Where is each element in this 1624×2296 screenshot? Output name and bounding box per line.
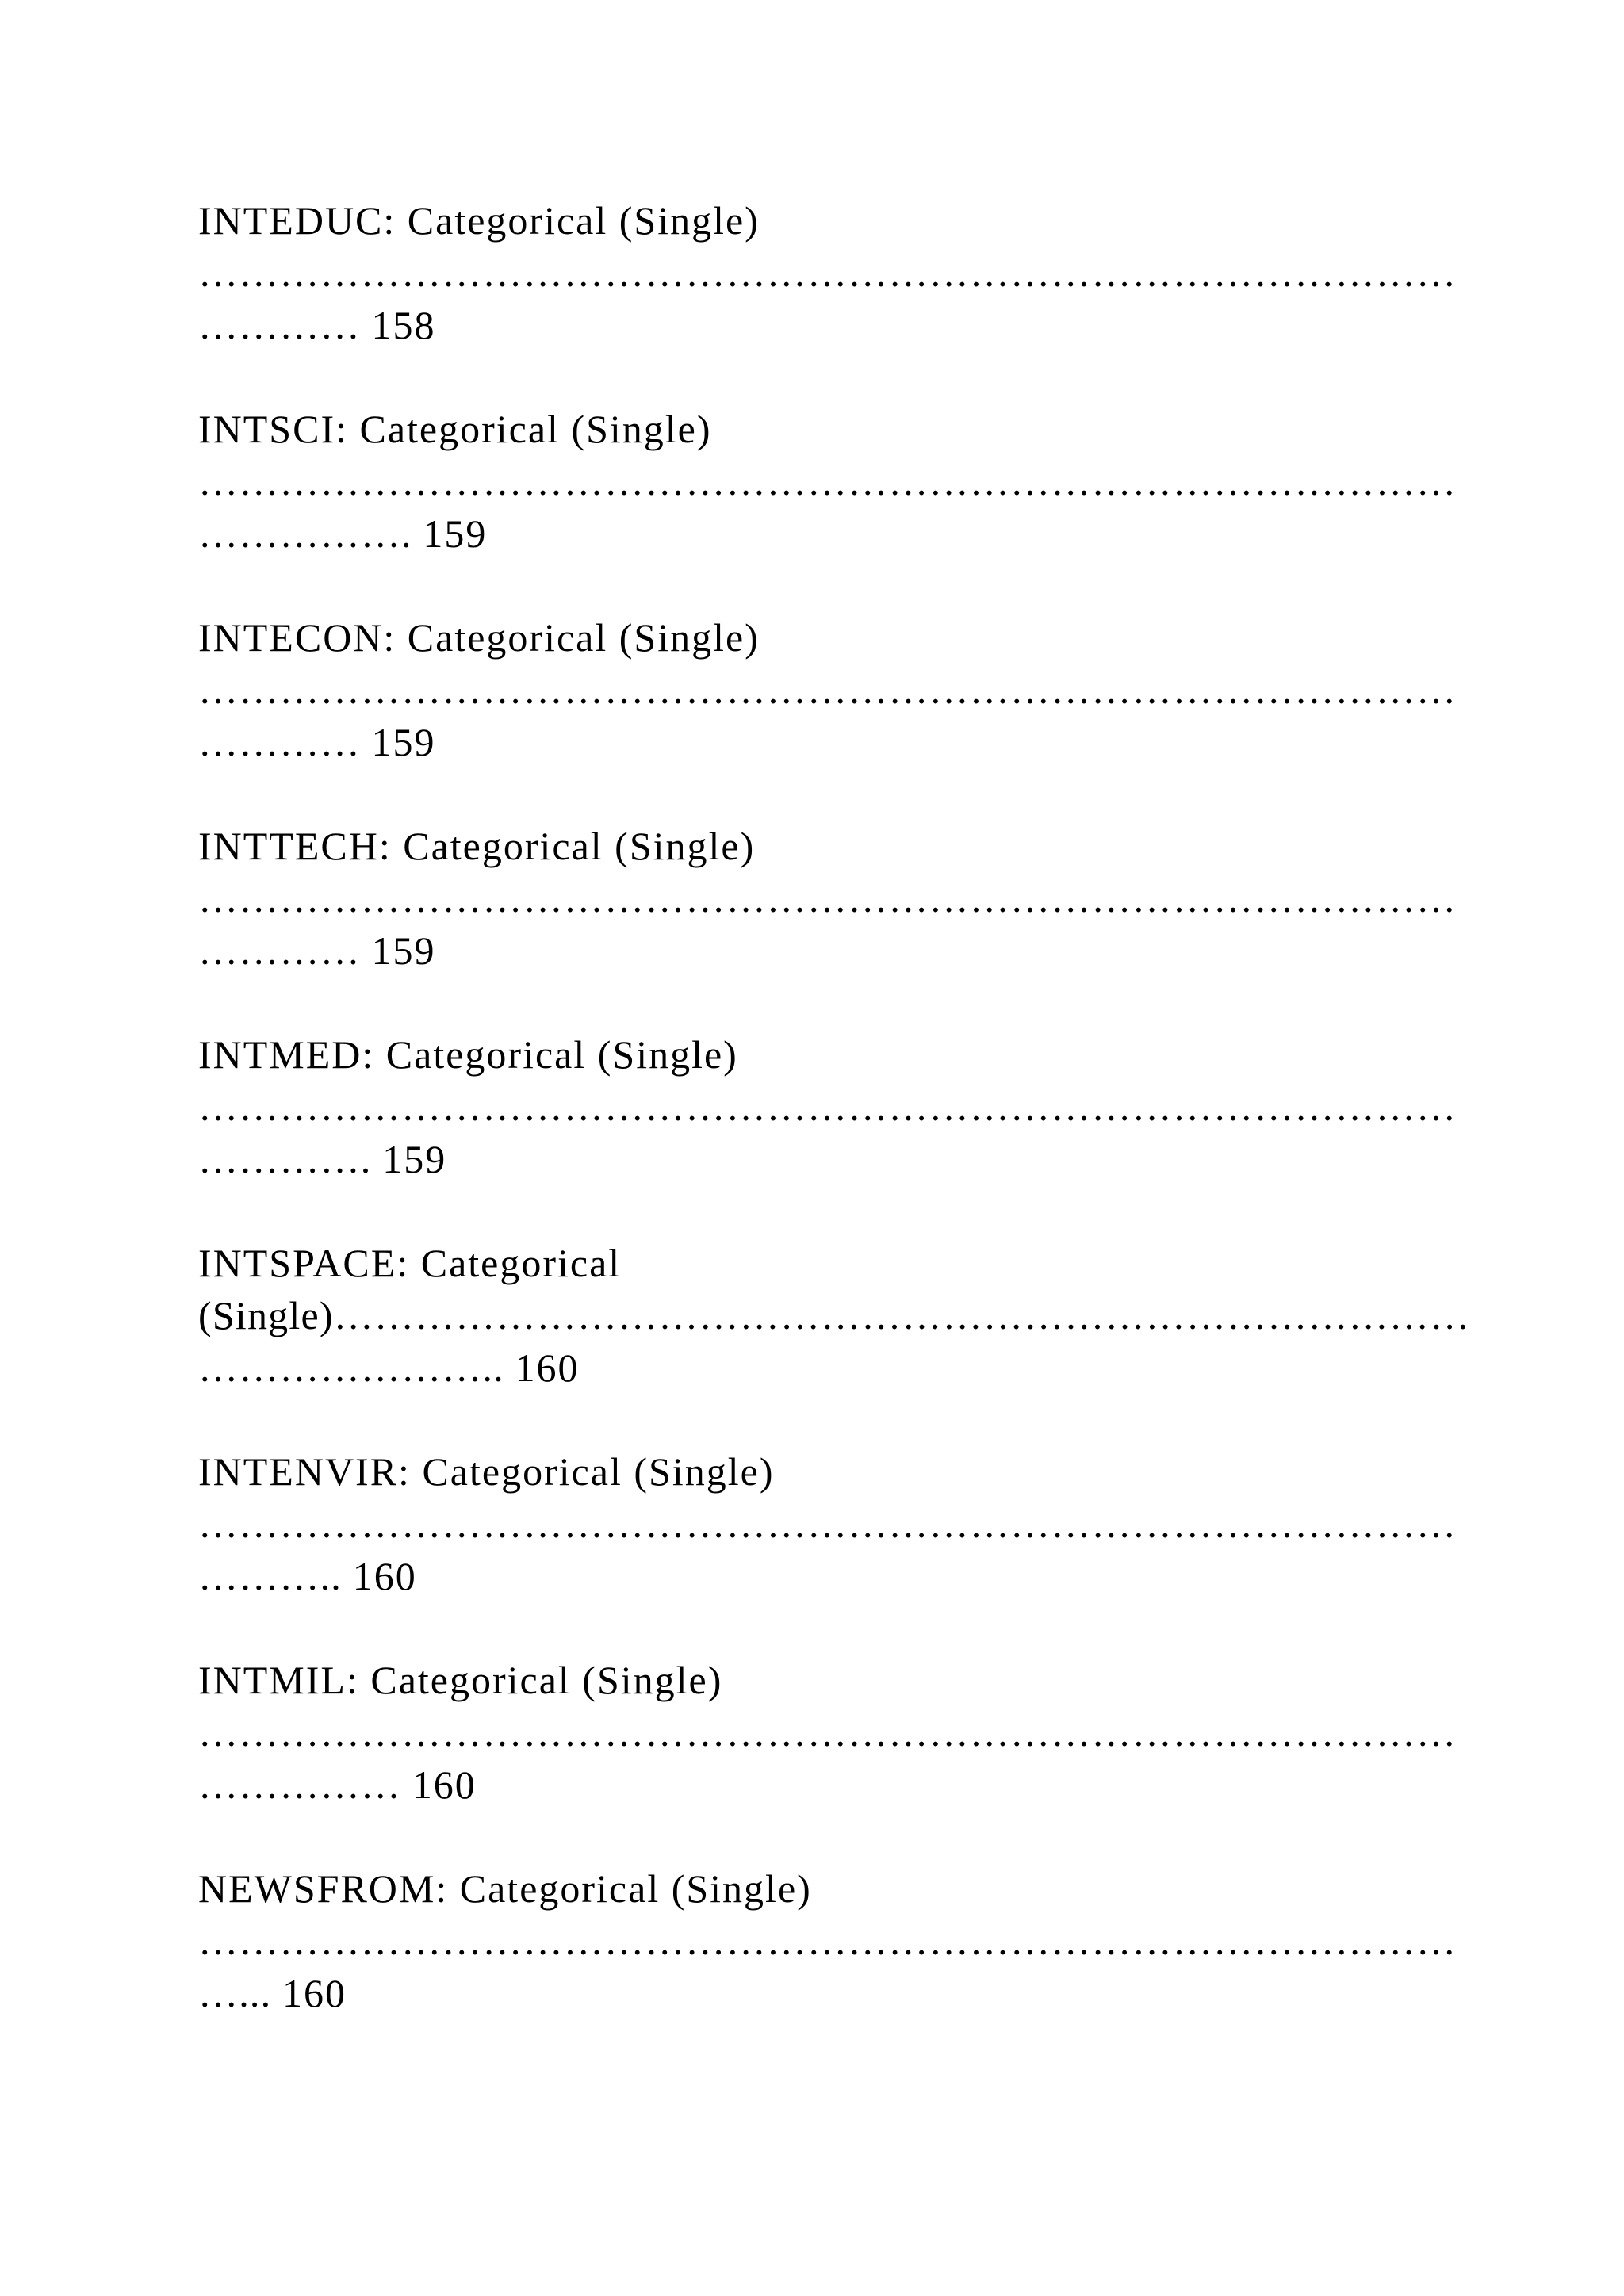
toc-leader-dots: …………………………………………………………………………………: [198, 876, 1457, 920]
toc-leader-dots: …………: [198, 928, 372, 973]
toc-leader-line: [198, 1761, 477, 1808]
toc-leader-dots: …………………………………………………………………………………: [198, 251, 1457, 295]
toc-leader-dots: (Single)…………………………………………………………………………: [198, 1293, 1471, 1337]
toc-leader-dots: …………: [198, 303, 372, 347]
toc-entry-newsfrom[interactable]: [198, 1865, 1457, 2073]
toc-page-number: 160: [282, 1971, 347, 2015]
toc-leader-dots: …………………………………………………………………………………: [198, 459, 1457, 503]
toc-page-number: 160: [412, 1762, 477, 1807]
toc-leader-line: [198, 718, 436, 766]
toc-entry-intmed[interactable]: [198, 1031, 1457, 1239]
toc-entry-label: INTECON: Categorical (Single): [198, 615, 760, 660]
toc-leader-dots: …………….: [198, 511, 423, 556]
toc-leader-dots: …………………………………………………………………………………: [198, 1502, 1457, 1546]
toc-leader-line: [198, 1552, 417, 1600]
toc-entry-label: INTTECH: Categorical (Single): [198, 824, 756, 868]
toc-page-number: 159: [382, 1137, 447, 1181]
toc-leader-dots: ……………: [198, 1762, 412, 1807]
toc-entry-label: INTENVIR: Categorical (Single): [198, 1449, 775, 1494]
toc-leader-line: [198, 1344, 580, 1391]
toc-leader-dots: …………………………………………………………………………………: [198, 1710, 1457, 1755]
toc-entry-intspace[interactable]: [198, 1239, 1471, 1448]
table-of-contents: [198, 197, 1471, 2073]
toc-leader-line: [198, 1969, 347, 2017]
toc-leader-line: [198, 927, 436, 974]
toc-entry-label: INTMIL: Categorical (Single): [198, 1658, 723, 1702]
toc-entry-intenvir[interactable]: [198, 1448, 1457, 1656]
toc-leader-dots: …………………………………………………………………………………: [198, 1085, 1457, 1129]
toc-leader-dots: ………..: [198, 1554, 353, 1598]
toc-entry-inttech[interactable]: [198, 822, 1457, 1031]
toc-entry-label: INTEDUC: Categorical (Single): [198, 198, 760, 243]
toc-leader-dots: …...: [198, 1971, 282, 2015]
toc-leader-dots: …………………………………………………………………………………: [198, 1919, 1457, 1963]
toc-leader-dots: …………………………………………………………………………………: [198, 668, 1457, 712]
toc-entry-label: INTMED: Categorical (Single): [198, 1032, 738, 1077]
toc-entry-label: NEWSFROM: Categorical (Single): [198, 1866, 812, 1911]
toc-page-number: 160: [515, 1345, 580, 1390]
toc-entry-inteduc[interactable]: [198, 197, 1457, 405]
toc-leader-line: [198, 301, 436, 349]
toc-page-number: 160: [352, 1554, 417, 1598]
toc-entry-intsci[interactable]: [198, 405, 1457, 614]
toc-page-number: 159: [423, 511, 488, 556]
toc-page-number: 158: [371, 303, 436, 347]
toc-entry-label: INTSPACE: Categorical: [198, 1241, 622, 1285]
toc-entry-label: INTSCI: Categorical (Single): [198, 407, 712, 451]
toc-leader-dots: ………….: [198, 1137, 383, 1181]
toc-leader-dots: …………: [198, 720, 372, 764]
toc-page-number: 159: [371, 720, 436, 764]
toc-entry-intmil[interactable]: [198, 1656, 1457, 1865]
toc-entry-intecon[interactable]: [198, 614, 1457, 822]
toc-leader-line: [198, 1135, 446, 1183]
toc-leader-dots: …………………..: [198, 1345, 515, 1390]
toc-page-number: 159: [371, 928, 436, 973]
toc-leader-line: [198, 510, 487, 557]
